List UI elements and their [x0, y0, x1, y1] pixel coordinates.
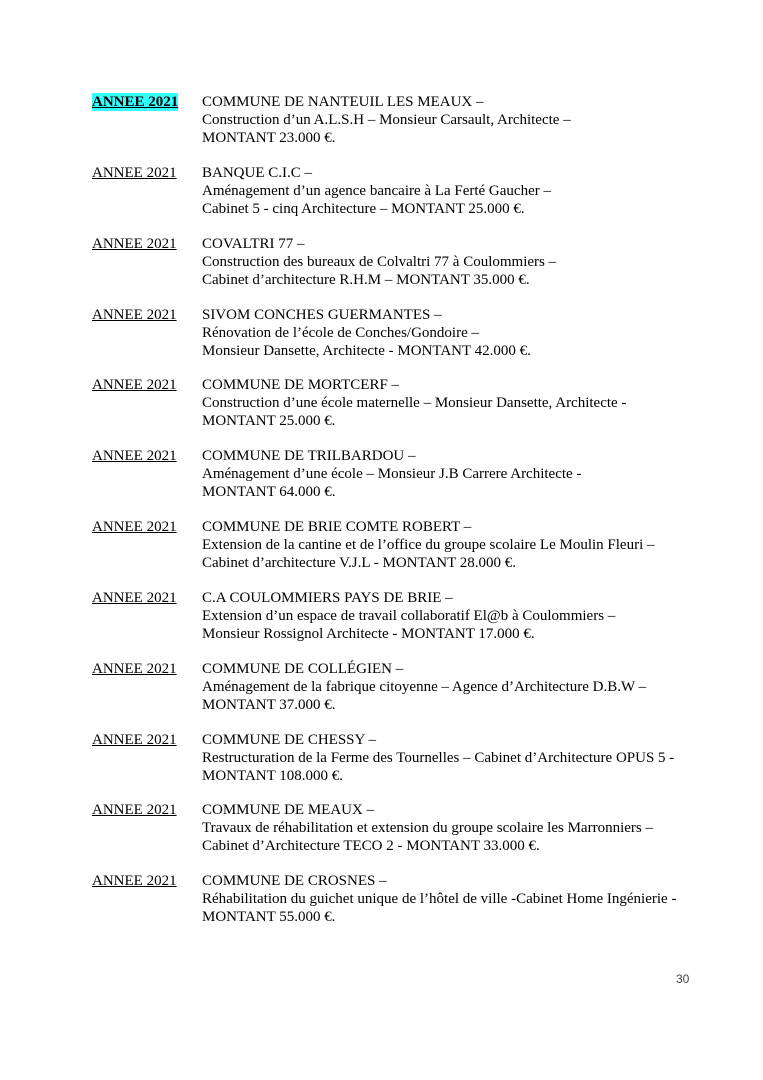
entry-year: ANNEE 2021 [92, 165, 177, 181]
entry-details [202, 235, 702, 289]
entry-client: COMMUNE DE BRIE COMTE ROBERT – [202, 519, 472, 535]
entry-client: COMMUNE DE NANTEUIL LES MEAUX – [202, 94, 484, 110]
entry-amount: MONTANT 64.000 €. [202, 484, 336, 500]
entry-description: Aménagement de la fabrique citoyenne – Agence d’Architecture D.B.W – [202, 679, 647, 695]
entry-amount: MONTANT 23.000 €. [202, 130, 336, 146]
entry-client: BANQUE C.I.C – [202, 165, 313, 181]
entry-description: Restructuration de la Ferme des Tournelles – Cabinet d’Architecture OPUS 5 - [202, 750, 675, 766]
entry-details [202, 589, 702, 643]
entry-client: COVALTRI 77 – [202, 236, 305, 252]
entry-client: COMMUNE DE MEAUX – [202, 802, 375, 818]
entry-details [202, 660, 702, 714]
entry-client: C.A COULOMMIERS PAYS DE BRIE – [202, 590, 453, 606]
entry-details [202, 376, 702, 430]
entry-details [202, 518, 702, 572]
entry-description: Aménagement d’une école – Monsieur J.B Carrere Architecte - [202, 466, 582, 482]
entry-description: Rénovation de l’école de Conches/Gondoire – [202, 325, 480, 341]
entry-details [202, 872, 702, 926]
entry-year-highlighted: ANNEE 2021 [92, 94, 179, 110]
entry-year: ANNEE 2021 [92, 236, 177, 252]
entry-amount: Cabinet d’architecture R.H.M – MONTANT 35.000 €. [202, 272, 530, 288]
entry-description: Construction des bureaux de Colvaltri 77 à Coulommiers – [202, 254, 557, 270]
entry-amount: Monsieur Rossignol Architecte - MONTANT 17.000 €. [202, 626, 535, 642]
entry-amount: Cabinet d’Architecture TECO 2 - MONTANT 33.000 €. [202, 838, 540, 854]
entry-client: COMMUNE DE COLLÉGIEN – [202, 661, 404, 677]
entry-description: Extension de la cantine et de l’office du groupe scolaire Le Moulin Fleuri – [202, 537, 655, 553]
entry-description: Construction d’une école maternelle – Monsieur Dansette, Architecte - [202, 395, 627, 411]
entry-amount: Cabinet 5 - cinq Architecture – MONTANT 25.000 €. [202, 201, 525, 217]
entry-details [202, 731, 702, 785]
entry-year: ANNEE 2021 [92, 732, 177, 748]
entry-year: ANNEE 2021 [92, 448, 177, 464]
entry-description: Extension d’un espace de travail collaboratif El@b à Coulommiers – [202, 608, 616, 624]
entry-details [202, 306, 702, 360]
entry-amount: MONTANT 25.000 €. [202, 413, 336, 429]
entry-details [202, 93, 702, 147]
entry-year: ANNEE 2021 [92, 377, 177, 393]
entry-description: Réhabilitation du guichet unique de l’hôtel de ville -Cabinet Home Ingénierie - [202, 891, 677, 907]
entry-client: COMMUNE DE MORTCERF – [202, 377, 400, 393]
entry-year: ANNEE 2021 [92, 873, 177, 889]
entry-details [202, 164, 702, 218]
entry-description: Aménagement d’un agence bancaire à La Ferté Gaucher – [202, 183, 551, 199]
entry-description: Construction d’un A.L.S.H – Monsieur Carsault, Architecte – [202, 112, 571, 128]
entry-description: Travaux de réhabilitation et extension du groupe scolaire les Marronniers – [202, 820, 653, 836]
entry-client: COMMUNE DE TRILBARDOU – [202, 448, 416, 464]
entry-year: ANNEE 2021 [92, 661, 177, 677]
entry-year: ANNEE 2021 [92, 590, 177, 606]
entry-amount: MONTANT 55.000 €. [202, 909, 336, 925]
entry-details [202, 447, 702, 501]
entry-amount: Cabinet d’architecture V.J.L - MONTANT 28.000 €. [202, 555, 517, 571]
entry-year: ANNEE 2021 [92, 519, 177, 535]
entry-client: SIVOM CONCHES GUERMANTES – [202, 307, 442, 323]
entry-amount: MONTANT 37.000 €. [202, 697, 336, 713]
entry-amount: Monsieur Dansette, Architecte - MONTANT 42.000 €. [202, 343, 531, 359]
entry-year: ANNEE 2021 [92, 802, 177, 818]
entry-client: COMMUNE DE CHESSY – [202, 732, 377, 748]
entry-amount: MONTANT 108.000 €. [202, 768, 344, 784]
entry-client: COMMUNE DE CROSNES – [202, 873, 387, 889]
entry-details [202, 801, 702, 855]
page-number: 30 [676, 972, 690, 986]
entry-year: ANNEE 2021 [92, 307, 177, 323]
